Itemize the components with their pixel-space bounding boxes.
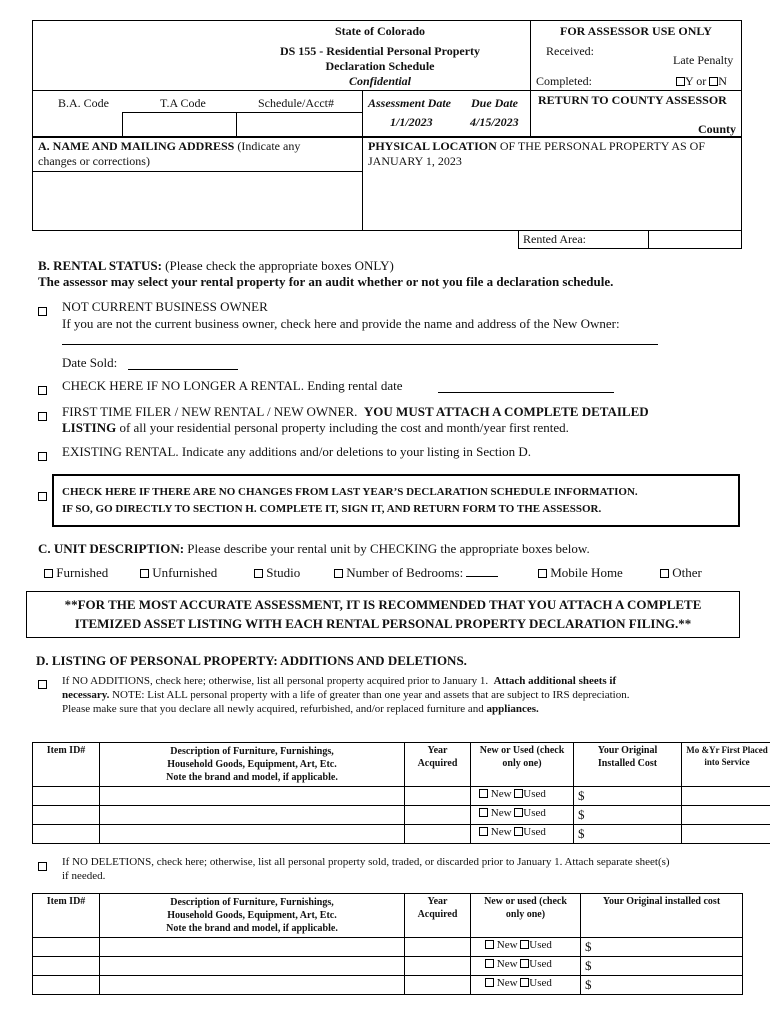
new-checkbox[interactable] bbox=[485, 959, 494, 968]
new-used-cell: New Used bbox=[471, 938, 581, 957]
cost-cell[interactable]: $ bbox=[574, 787, 682, 806]
not-current-owner-label: NOT CURRENT BUSINESS OWNER bbox=[62, 299, 268, 314]
year-cell[interactable] bbox=[405, 976, 471, 995]
item-id-cell[interactable] bbox=[33, 957, 100, 976]
additions-instructions: If NO ADDITIONS, check here; otherwise, list all personal property acquired prior to January 1. Attach additional sheets if necessary. NOTE: List ALL personal property with a life of greater than one year and assets that are subject to IRS depreciation. Please make sure that you declare all newly acquired, refurbished, and/or replaced furniture and appliances. bbox=[62, 675, 630, 715]
cost-cell[interactable]: $ bbox=[574, 825, 682, 844]
assessment-date-label: Assessment Date bbox=[368, 96, 452, 110]
unfurnished-label: Unfurnished bbox=[152, 565, 218, 580]
existing-rental-checkbox[interactable] bbox=[38, 452, 47, 461]
used-checkbox[interactable] bbox=[514, 827, 523, 836]
section-d-title: D. LISTING OF PERSONAL PROPERTY: ADDITIONS AND DELETIONS. bbox=[36, 653, 467, 668]
new-checkbox[interactable] bbox=[485, 978, 494, 987]
ba-code-label: B.A. Code bbox=[58, 96, 109, 110]
bedrooms-checkbox[interactable] bbox=[334, 569, 343, 578]
date-sold-field[interactable] bbox=[128, 357, 238, 370]
no-changes-line1: CHECK HERE IF THERE ARE NO CHANGES FROM LAST YEAR’S DECLARATION SCHEDULE INFORMATION. bbox=[62, 486, 638, 498]
existing-rental-label: EXISTING RENTAL. Indicate any additions and/or deletions to your listing in Section D. bbox=[62, 444, 532, 459]
furnished-label: Furnished bbox=[56, 565, 109, 580]
section-b-title: B. RENTAL STATUS: (Please check the appropriate boxes ONLY) bbox=[38, 258, 394, 273]
ending-rental-date-field[interactable] bbox=[438, 380, 614, 393]
not-current-owner-checkbox[interactable] bbox=[38, 307, 47, 316]
col-description: Description of Furniture, Furnishings, Household Goods, Equipment, Art, Etc. Note the brand and model, if applicable. bbox=[100, 743, 405, 787]
other-label: Other bbox=[672, 565, 702, 580]
section-c-title: C. UNIT DESCRIPTION: Please describe your rental unit by CHECKING the appropriate boxes below. bbox=[38, 541, 590, 556]
new-used-cell: New Used bbox=[471, 787, 574, 806]
unfurnished-checkbox[interactable] bbox=[140, 569, 149, 578]
deletions-header-row bbox=[33, 894, 743, 938]
studio-label: Studio bbox=[266, 565, 301, 580]
physical-location-field[interactable] bbox=[363, 172, 741, 230]
first-time-filer-text: FIRST TIME FILER / NEW RENTAL / NEW OWNER. YOU MUST ATTACH A COMPLETE DETAILED LISTING of all your residential personal property including the cost and month/year first rented. bbox=[62, 404, 649, 435]
form-title-line2: Declaration Schedule bbox=[325, 59, 435, 73]
service-cell[interactable] bbox=[682, 806, 770, 825]
rented-area-label: Rented Area: bbox=[523, 232, 586, 246]
used-checkbox[interactable] bbox=[520, 978, 529, 987]
new-used-cell: New Used bbox=[471, 957, 581, 976]
col-year-acquired: Year Acquired bbox=[405, 894, 471, 938]
furnished-checkbox[interactable] bbox=[44, 569, 53, 578]
due-date-value: 4/15/2023 bbox=[470, 115, 519, 129]
description-cell[interactable] bbox=[100, 825, 405, 844]
new-checkbox[interactable] bbox=[485, 940, 494, 949]
mobile-home-checkbox[interactable] bbox=[538, 569, 547, 578]
cost-cell[interactable]: $ bbox=[574, 806, 682, 825]
service-cell[interactable] bbox=[682, 787, 770, 806]
assessor-use-label: FOR ASSESSOR USE ONLY bbox=[560, 24, 712, 38]
recommend-line2: ITEMIZED ASSET LISTING WITH EACH RENTAL PERSONAL PROPERTY DECLARATION FILING.** bbox=[74, 616, 692, 631]
physical-location-label: PHYSICAL LOCATION OF THE PERSONAL PROPERTY AS OF JANUARY 1, 2023 bbox=[368, 139, 706, 168]
description-cell[interactable] bbox=[100, 976, 405, 995]
new-checkbox[interactable] bbox=[479, 827, 488, 836]
col-description: Description of Furniture, Furnishings, Household Goods, Equipment, Art, Etc. Note the brand and model, if applicable. bbox=[100, 894, 405, 938]
table-row bbox=[33, 957, 743, 976]
col-year-acquired: Year Acquired bbox=[405, 743, 471, 787]
no-checkbox[interactable] bbox=[709, 77, 718, 86]
table-row bbox=[33, 976, 743, 995]
additions-table bbox=[32, 742, 770, 844]
description-cell[interactable] bbox=[100, 938, 405, 957]
confidential-label: Confidential bbox=[348, 74, 411, 88]
new-used-cell: New Used bbox=[471, 825, 574, 844]
col-original-cost: Your Original Installed Cost bbox=[574, 743, 682, 787]
first-time-filer-checkbox[interactable] bbox=[38, 412, 47, 421]
ta-code-label: T.A Code bbox=[160, 96, 206, 110]
used-checkbox[interactable] bbox=[514, 789, 523, 798]
used-checkbox[interactable] bbox=[520, 959, 529, 968]
studio-checkbox[interactable] bbox=[254, 569, 263, 578]
used-checkbox[interactable] bbox=[520, 940, 529, 949]
table-row bbox=[33, 938, 743, 957]
new-used-cell: New Used bbox=[471, 976, 581, 995]
not-current-owner-text: If you are not the current business owner, check here and provide the name and address of the New Owner: bbox=[62, 316, 620, 331]
no-additions-checkbox[interactable] bbox=[38, 680, 47, 689]
due-date-label: Due Date bbox=[471, 96, 518, 110]
form-title-line1: DS 155 - Residential Personal Property bbox=[279, 44, 481, 58]
table-row bbox=[33, 787, 770, 806]
item-id-cell[interactable] bbox=[33, 938, 100, 957]
col-new-used: New or Used (check only one) bbox=[471, 743, 574, 787]
section-a-title: A. NAME AND MAILING ADDRESS (Indicate any changes or corrections) bbox=[38, 139, 301, 168]
item-id-cell[interactable] bbox=[33, 825, 100, 844]
used-checkbox[interactable] bbox=[514, 808, 523, 817]
bedrooms-field[interactable] bbox=[466, 566, 498, 577]
year-cell[interactable] bbox=[405, 806, 471, 825]
late-penalty-yn: Y or N bbox=[676, 74, 727, 89]
year-cell[interactable] bbox=[405, 825, 471, 844]
cost-cell[interactable]: $ bbox=[581, 938, 743, 957]
deletions-table bbox=[32, 893, 743, 995]
year-cell[interactable] bbox=[405, 957, 471, 976]
mobile-home-label: Mobile Home bbox=[550, 565, 623, 580]
no-longer-rental-checkbox[interactable] bbox=[38, 386, 47, 395]
col-new-used: New or used (check only one) bbox=[471, 894, 581, 938]
late-penalty-label: Late Penalty bbox=[673, 53, 734, 67]
return-to-label: RETURN TO COUNTY ASSESSOR bbox=[538, 93, 727, 107]
new-checkbox[interactable] bbox=[479, 789, 488, 798]
year-cell[interactable] bbox=[405, 938, 471, 957]
audit-notice: The assessor may select your rental property for an audit whether or not you file a declaration schedule. bbox=[38, 274, 614, 289]
item-id-cell[interactable] bbox=[33, 976, 100, 995]
item-id-cell[interactable] bbox=[33, 787, 100, 806]
table-row bbox=[33, 806, 770, 825]
other-checkbox[interactable] bbox=[660, 569, 669, 578]
no-deletions-checkbox[interactable] bbox=[38, 862, 47, 871]
schedule-acct-label: Schedule/Acct# bbox=[258, 96, 334, 110]
new-owner-line[interactable] bbox=[62, 344, 658, 345]
county-label: County bbox=[698, 122, 737, 136]
item-id-cell[interactable] bbox=[33, 806, 100, 825]
state-title: State of Colorado bbox=[335, 24, 425, 38]
rented-area-field[interactable] bbox=[649, 231, 741, 248]
bedrooms-label: Number of Bedrooms: bbox=[346, 565, 464, 580]
no-changes-checkbox[interactable] bbox=[38, 492, 47, 501]
deletions-instructions: If NO DELETIONS, check here; otherwise, list all personal property sold, traded, or discarded prior to January 1. Attach separate sheet(s) if needed. bbox=[62, 856, 670, 882]
received-label: Received: bbox=[546, 44, 594, 58]
no-changes-box bbox=[52, 474, 740, 527]
additions-header-row bbox=[33, 743, 770, 787]
completed-label: Completed: bbox=[536, 74, 592, 88]
table-row bbox=[33, 825, 770, 844]
year-cell[interactable] bbox=[405, 787, 471, 806]
description-cell[interactable] bbox=[100, 806, 405, 825]
no-changes-line2: IF SO, GO DIRECTLY TO SECTION H. COMPLETE IT, SIGN IT, AND RETURN FORM TO THE ASSESSOR. bbox=[62, 503, 602, 515]
yes-checkbox[interactable] bbox=[676, 77, 685, 86]
service-cell[interactable] bbox=[682, 825, 770, 844]
no-longer-rental-label: CHECK HERE IF NO LONGER A RENTAL. Ending rental date bbox=[62, 378, 403, 393]
date-sold-label: Date Sold: bbox=[62, 355, 118, 370]
description-cell[interactable] bbox=[100, 957, 405, 976]
new-used-cell: New Used bbox=[471, 806, 574, 825]
cost-cell[interactable]: $ bbox=[581, 976, 743, 995]
col-item-id: Item ID# bbox=[33, 894, 100, 938]
cost-cell[interactable]: $ bbox=[581, 957, 743, 976]
new-checkbox[interactable] bbox=[479, 808, 488, 817]
recommend-line1: **FOR THE MOST ACCURATE ASSESSMENT, IT IS RECOMMENDED THAT YOU ATTACH A COMPLETE bbox=[64, 597, 702, 612]
name-address-field[interactable] bbox=[33, 172, 361, 230]
col-item-id: Item ID# bbox=[33, 743, 100, 787]
description-cell[interactable] bbox=[100, 787, 405, 806]
col-placed-service: Mo &Yr First Placed into Service bbox=[682, 743, 770, 787]
col-original-cost: Your Original installed cost bbox=[581, 894, 743, 938]
assessment-date-value: 1/1/2023 bbox=[390, 115, 433, 129]
